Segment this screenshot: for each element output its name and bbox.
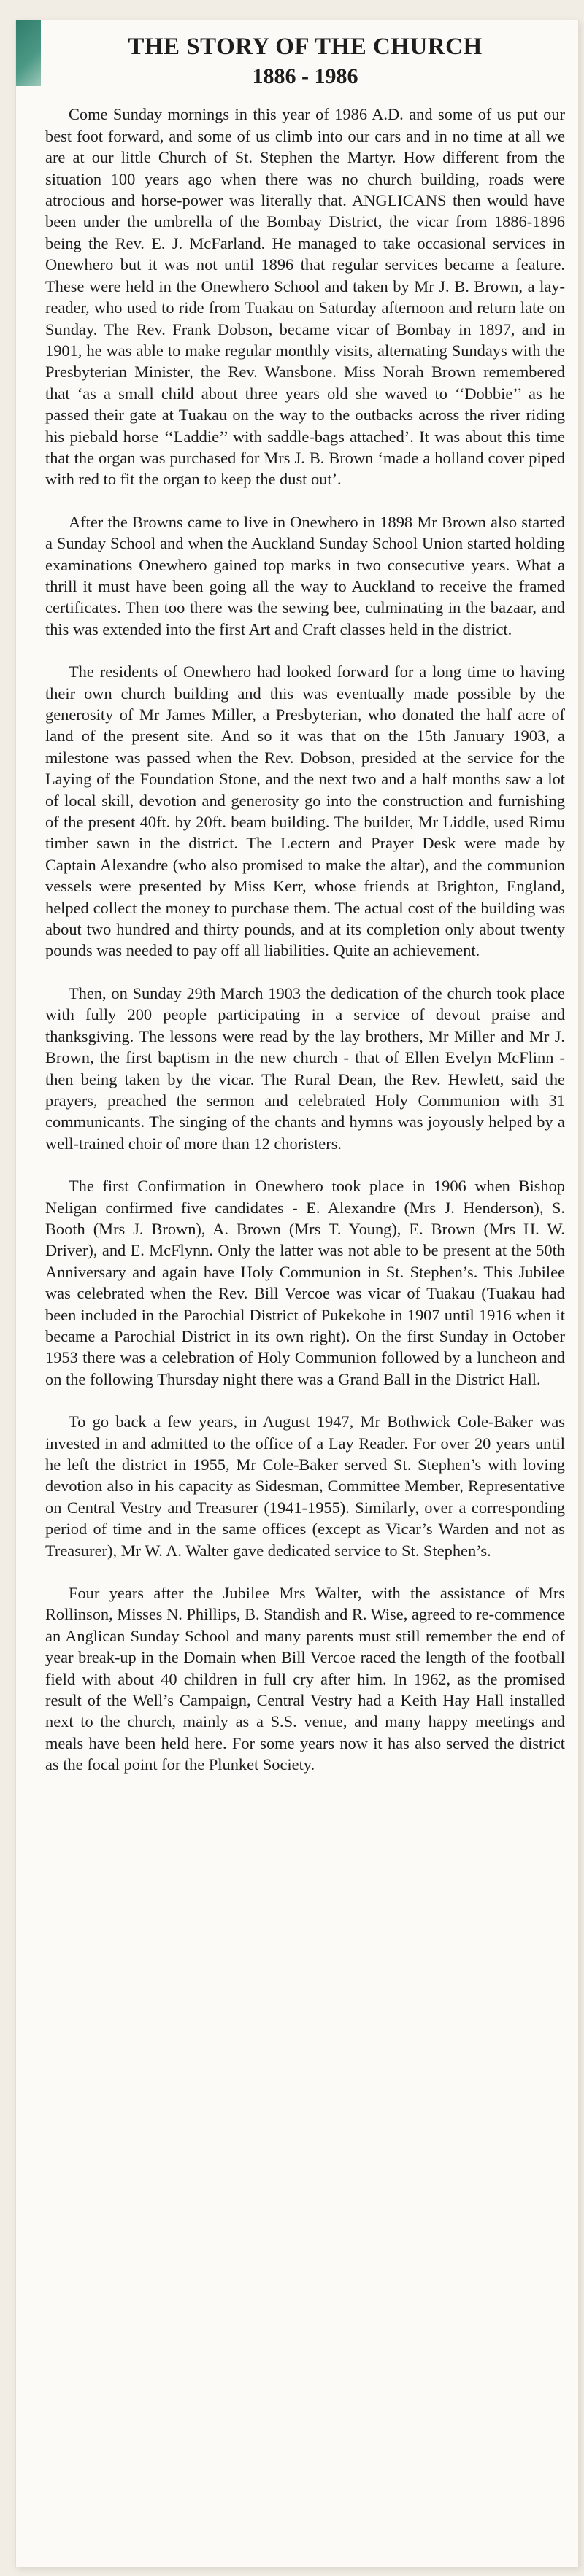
paragraph-confirmation-jubilee: The first Confirmation in Onewhero took place in 1906 when Bishop Neligan confirmed five candidates - E. Alexandre (Mrs J. Henderson), S. Booth (Mrs J. Brown), A. Brown (Mrs T. Young), E. Brown (Mrs H. W. Driver), and E. McFlynn. Only the latter was not able to be present at the 50th Anniversary and again have Holy Communion in St. Stephen’s. This Jubilee was celebrated when the Rev. Bill Vercoe was vicar of Tuakau (Tuakau had been included in the Parochial District of Pukekohe in 1907 until 1916 when it became a Parochial District in its own right). On the first Sunday in October 1953 there was a celebration of Holy Communion followed by a luncheon and on the following Thursday night there was a Grand Ball in the District Hall. (45, 1177, 565, 1388)
paragraph-sunday-school: After the Browns came to live in Onewhero in 1898 Mr Brown also started a Sunday School and when the Auckland Sunday School Union started holding examinations Onewhero gained top marks in two consecutive years. What a thrill it must have been going all the way to Auckland to receive the framed certificates. Then too there was the sewing bee, culminating in the bazaar, and this was extended into the first Art and Craft classes held in the district. (45, 512, 565, 638)
paragraph-church-building: The residents of Onewhero had looked forward for a long time to having their own church building and this was eventually made possible by the generosity of Mr James Miller, a Presbyterian, who donated the half acre of land of the present site. And so it was that on the 15th January 1903, a milestone was passed when the Rev. Dobson, presided at the service for the Laying of the Foundation Stone, and the next two and a half months saw a lot of local skill, devotion and generosity go into the construction and furnishing of the present 40ft. by 20ft. beam building. The builder, Mr Liddle, used Rimu timber sawn in the district. The Lectern and Prayer Desk were made by Captain Alexandre (who also promised to make the altar), and the communion vessels were presented by Miss Kerr, whose friends at Brighton, England, helped collect the money to purchase them. The actual cost of the building was about two hundred and thirty pounds, and at its completion only about twenty pounds was needed to pay off all liabilities. Quite an achievement. (45, 662, 565, 960)
newsletter-page (16, 20, 578, 2567)
article (45, 20, 565, 1797)
article-title: THE STORY OF THE CHURCH (128, 34, 483, 60)
paragraph-early-services: Come Sunday mornings in this year of 1986 A.D. and some of us put our best foot forward, and some of us climb into our cars and in no time at all we are at our little Church of St. Stephen the Martyr. How different from the situation 100 years ago when there was no church building, roads were atrocious and horse-power was literally that. ANGLICANS then would have been under the umbrella of the Bombay District, the vicar from 1886-1896 being the Rev. E. J. McFarland. He managed to take occasional services in Onewhero but it was not until 1896 that regular services became a feature. These were held in the Onewhero School and taken by Mr J. B. Brown, a lay-reader, who used to ride from Tuakau on Saturday afternoon and return late on Sunday. The Rev. Frank Dobson, became vicar of Bombay in 1897, and in 1901, he was able to make regular monthly visits, alternating Sundays with the Presbyterian Minister, the Rev. Wansbone. Miss Norah Brown remembered that ‘as a small child about three years old she waved to ‘‘Dobbie’’ as he passed their gate at Tuakau on the way to the outbacks across the river riding his piebald horse ‘‘Laddie’’ with saddle-bags attached’. It was about this time that the organ was purchased for Mrs J. B. Brown ‘made a holland cover piped with red to fit the organ to keep the dust out’. (45, 105, 565, 489)
paragraph-dedication: Then, on Sunday 29th March 1903 the dedication of the church took place with fully 200 people participating in a service of devout praise and thanksgiving. The lessons were read by the lay brothers, Mr Miller and Mr J. Brown, the first baptism in the new church - that of Ellen Evelyn McFlinn - then being taken by the vicar. The Rural Dean, the Rev. Hewlett, said the prayers, preached the sermon and celebrated Holy Communion with 31 communicants. The singing of the chants and hymns was joyously helped by a well-trained choir of more than 12 choristers. (45, 983, 565, 1153)
paragraph-hall: Four years after the Jubilee Mrs Walter, with the assistance of Mrs Rollinson, Misses N. Phillips, B. Standish and R. Wise, agreed to re-commence an Anglican Sunday School and many parents must still remember the end of year break-up in the Domain when Bill Vercoe raced the length of the football field with about 40 children in full cry after him. In 1962, as the promised result of the Well’s Campaign, Central Vestry had a Keith Hay Hall installed next to the church, mainly as a S.S. venue, and many happy meetings and meals have been held here. For some years now it has also served the district as the focal point for the Plunket Society. (45, 1584, 566, 1774)
article-years: 1886 - 1986 (252, 63, 358, 88)
paragraph-lay-readers: To go back a few years, in August 1947, Mr Bothwick Cole-Baker was invested in and admitted to the office of a Lay Reader. For over 20 years until he left the district in 1955, Mr Cole-Baker served St. Stephen’s with loving devotion also in his capacity as Sidesman, Committee Member, Representative on Central Vestry and Treasurer (1941-1955). Similarly, over a corresponding period of time and in the same offices (except as Vicar’s Warden and not as Treasurer), Mr W. A. Walter gave dedicated service to St. Stephen’s. (45, 1412, 565, 1560)
decorative-corner-graphic (16, 20, 41, 86)
